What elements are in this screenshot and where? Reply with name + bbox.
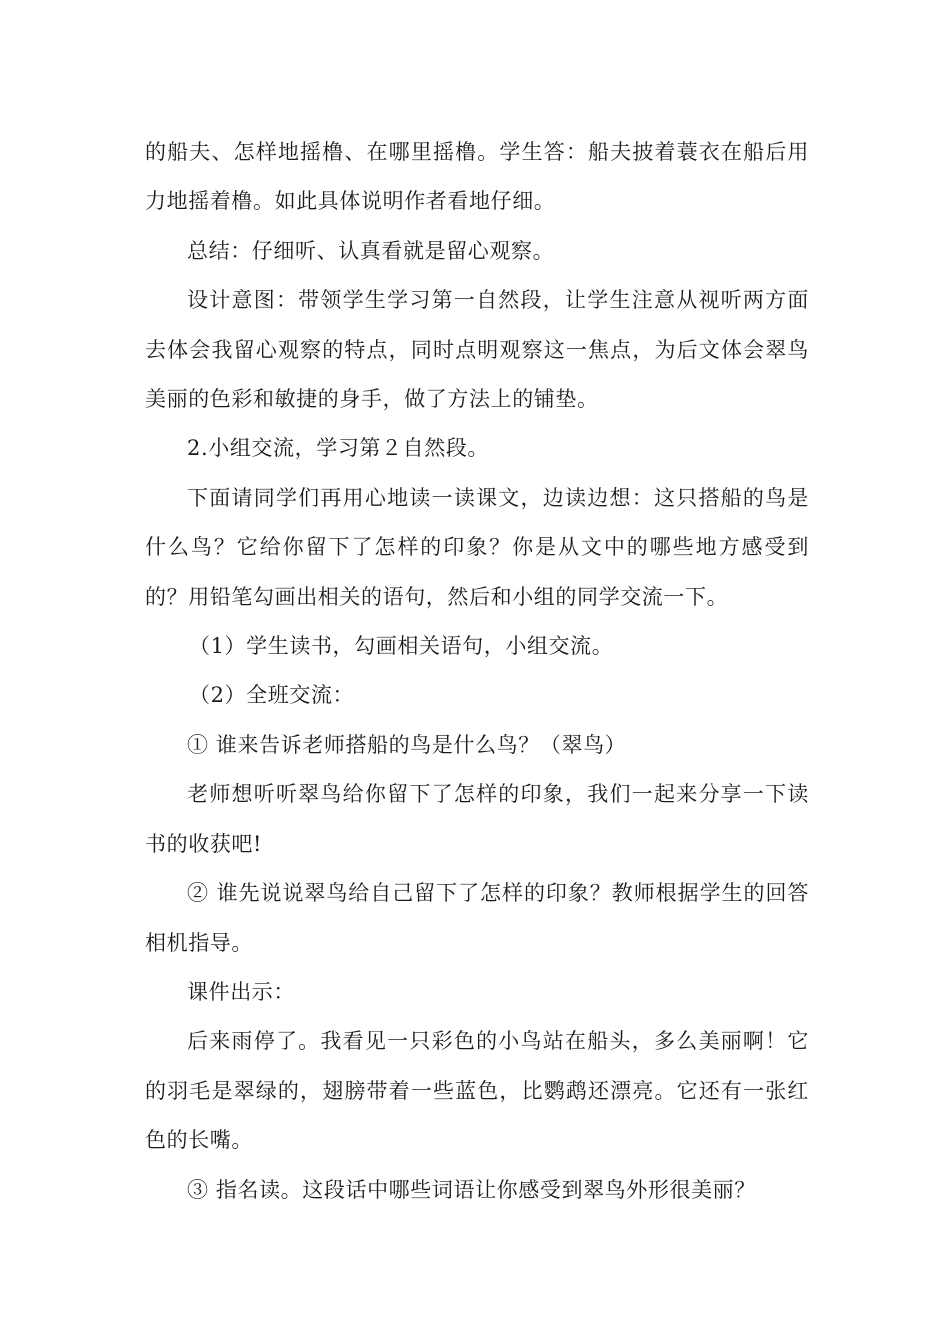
paragraph-summary: 总结：仔细听、认真看就是留心观察。 (187, 238, 555, 263)
paragraph-continuation: 的船夫、怎样地摇橹、在哪里摇橹。学生答：船夫披着蓑衣在船后用力地摇着橹。如此具体说明作者看地仔细。 (145, 140, 809, 214)
paragraph-question-3: ③ 指名读。这段话中哪些词语让你感受到翠鸟外形很美丽？ (187, 1177, 756, 1202)
paragraph-question-1: ① 谁来告诉老师搭船的鸟是什么鸟？（翠鸟） (187, 732, 627, 757)
paragraph-section-2: 2.小组交流，学习第２自然段。 (187, 436, 490, 461)
paragraph-design-intent: 设计意图：带领学生学习第一自然段，让学生注意从视听两方面去体会我留心观察的特点，同时点明观察这一焦点，为后文体会翠鸟美丽的色彩和敏捷的身手，做了方法上的铺垫。 (145, 288, 809, 412)
document-body (145, 128, 809, 1215)
paragraph-courseware-label: 课件出示： (187, 979, 295, 1004)
paragraph-teacher-prompt: 老师想听听翠鸟给你留下了怎样的印象，我们一起来分享一下读书的收获吧! (145, 782, 809, 856)
paragraph-step-1: （1）学生读书，勾画相关语句，小组交流。 (189, 634, 614, 659)
paragraph-reading-task: 下面请同学们再用心地读一读课文，边读边想：这只搭船的鸟是什么鸟？它给你留下了怎样的印象？你是从文中的哪些地方感受到的？用铅笔勾画出相关的语句，然后和小组的同学交流一下。 (145, 485, 809, 609)
paragraph-question-2: ② 谁先说说翠鸟给自己留下了怎样的印象？教师根据学生的回答相机指导。 (145, 881, 809, 955)
paragraph-courseware-text: 后来雨停了。我看见一只彩色的小鸟站在船头，多么美丽啊！它的羽毛是翠绿的，翅膀带着一些蓝色，比鹦鹉还漂亮。它还有一张红色的长嘴。 (145, 1029, 809, 1153)
paragraph-step-2: （2）全班交流： (189, 683, 355, 708)
